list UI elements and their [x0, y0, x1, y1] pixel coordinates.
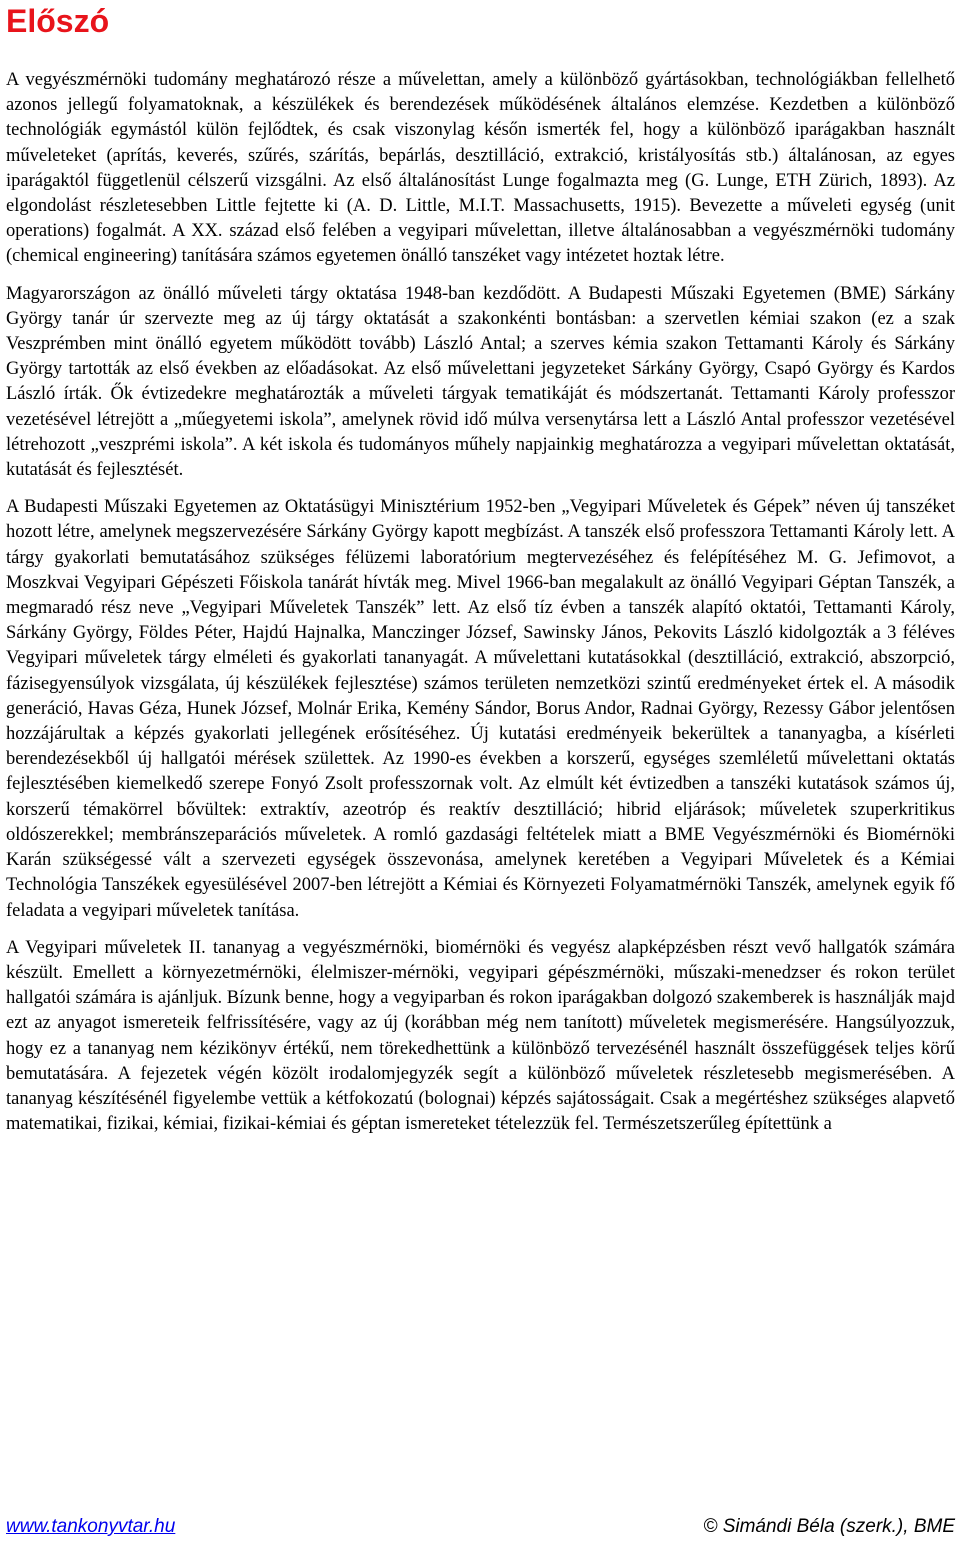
paragraph-course-material: A Vegyipari műveletek II. tananyag a vegyészmérnöki, biomérnöki és vegyész alapképzésben részt vevő hallgatók számára készült. Emellett a környezetmérnöki, élelmiszer-mérnöki, vegyipari gépészmérnöki, műszaki-menedzser és rokon terület hallgatói számára is ajánljuk. Bízunk benne, hogy a vegyiparban és rokon iparágakban dolgozó szakemberek is használják majd ezt az anyagot ismereteik felfrissítésére, vagy az új (korábban még nem tanított) műveletek megismerésére. Hangsúlyozzuk, hogy ez a tananyag nem kézikönyv értékű, nem törekedhettünk a különböző tervezésénél használt összefüggések teljes körű bemutatására. A fejezetek végén közölt irodalomjegyzék segít a különböző műveletek részletesebb megismerésében. A tananyag készítésénél figyelembe vettük a kétfokozatú (bolognai) képzés sajátosságait. Csak a megértéshez szükséges alapvető matematikai, fizikai, kémiai, fizikai-kémiai és géptan ismereteket tételezzük fel. Természetszerűleg építettünk a — [6, 937, 955, 1135]
paragraph-history-hungary: Magyarországon az önálló műveleti tárgy oktatása 1948-ban kezdődött. A Budapesti Műszaki Egyetemen (BME) Sárkány György tanár úr szervezte meg az új tárgy oktatását a szakonkénti bontásban: a szervetlen kémiai szakon (ez a szak Veszprémben mint önálló egyetem működött tovább) László Antal; a szerves kémia szakon Tettamanti Károly és Sárkány György tartották az első években az előadásokat. Az első művelettani jegyzeteket Sárkány György, Csapó György és Kardos László írták. Ők évtizedekre meghatározták a műveleti tárgyak tematikáját és módszertanát. Tettamanti Károly professzor vezetésével létrejött a „műegyetemi iskola”, amelynek rövid idő múlva versenytársa lett a László Antal professzor vezetésével létrehozott „veszprémi iskola”. A két iskola és tudományos műhely napjainkig meghatározza a vegyipari művelettan oktatását, kutatását és fejlesztését. — [6, 283, 955, 481]
document-body — [6, 68, 955, 1149]
copyright-notice: © Simándi Béla (szerk.), BME — [703, 1516, 955, 1537]
paragraph-department-history: A Budapesti Műszaki Egyetemen az Oktatásügyi Minisztérium 1952-ben „Vegyipari Műveletek és Gépek” néven új tanszéket hozott létre, amelynek megszervezésére Sárkány György kapott megbízást. A tanszék első professzora Tettamanti Károly lett. A tárgy gyakorlati bemutatásához szükséges félüzemi laboratórium megtervezéséhez és felépítéséhez M. G. Jefimovot, a Moszkvai Vegyipari Gépészeti Főiskola tanárát hívták meg. Mivel 1966-ban megalakult az önálló Vegyipari Géptan Tanszék, a megmaradó rész neve „Vegyipari Műveletek Tanszék” lett. Az első tíz évben a tanszék alapító oktatói, Tettamanti Károly, Sárkány György, Földes Péter, Hajdú Hajnalka, Manczinger József, Sawinsky János, Pekovits László kidolgozták a 3 féléves Vegyipari műveletek tárgy elméleti és gyakorlati tananyagát. A művelettani kutatásokkal (desztilláció, extrakció, abszorpció, fázisegyensúlyok vizsgálata, új készülékek fejlesztése) számos területen nemzetközi szintű eredményeket értek el. A második generáció, Havas Géza, Hunek József, Molnár Erika, Kemény Sándor, Borus Andor, Radnai György, Rezessy Gábor jelentősen hozzájárultak a képzés gyakorlati jellegének erősítéséhez. Új kutatási eredményeik bekerültek a tananyagba, a kísérleti berendezésekből új hallgatói mérések születtek. Az 1990-es években a korszerű, egységes szemléletű művelettani oktatás fejlesztésében kiemelkedő szerepe Fonyó Zsolt professzornak volt. Az elmúlt két évtizedben a tanszéki kutatások számos új, korszerű témakörrel bővültek: extraktív, azeotróp és reaktív desztilláció; hibrid eljárások; műveletek szuperkritikus oldószerekkel; membránszeparációs műveletek. A romló gazdasági feltételek miatt a BME Vegyészmérnöki és Biomérnöki Karán szükségessé vált a szervezeti egységek összevonása, amelynek keretében a Vegyipari Műveletek és a Kémiai Technológia Tanszékek egyesülésével 2007-ben létrejött a Kémiai és Környezeti Folyamatmérnöki Tanszék, amelynek egyik fő feladata a vegyipari műveletek tanítása. — [6, 497, 955, 921]
page-footer — [6, 1515, 955, 1539]
page-title: Előszó — [6, 3, 110, 39]
paragraph-intro: A vegyészmérnöki tudomány meghatározó része a művelettan, amely a különböző gyártásokban, technológiákban fellelhető azonos jellegű folyamatoknak, a készülékek és berendezések működésének általános elemzése. Kezdetben a különböző technológiák egymástól külön fejlődtek, és csak viszonylag későn ismerték fel, hogy a különböző iparágakban használt műveleteket (aprítás, keverés, szűrés, szárítás, bepárlás, desztilláció, extrakció, kristályosítás stb.) általánosan, az egyes iparágaktól függetlenül célszerű vizsgálni. Az első általánosítást Lunge fogalmazta meg (G. Lunge, ETH Zürich, 1893). Az elgondolást részletesebben Little fejtette ki (A. D. Little, M.I.T. Massachusetts, 1915). Bevezette a műveleti egység (unit operations) fogalmát. A XX. század első felében a vegyipari művelettan, illetve általánosabban a vegyészmérnöki tudomány (chemical engineering) tanítására számos egyetemen önálló tanszéket vagy intézetet hoztak létre. — [6, 70, 955, 267]
website-link[interactable]: www.tankonyvtar.hu — [6, 1516, 176, 1537]
